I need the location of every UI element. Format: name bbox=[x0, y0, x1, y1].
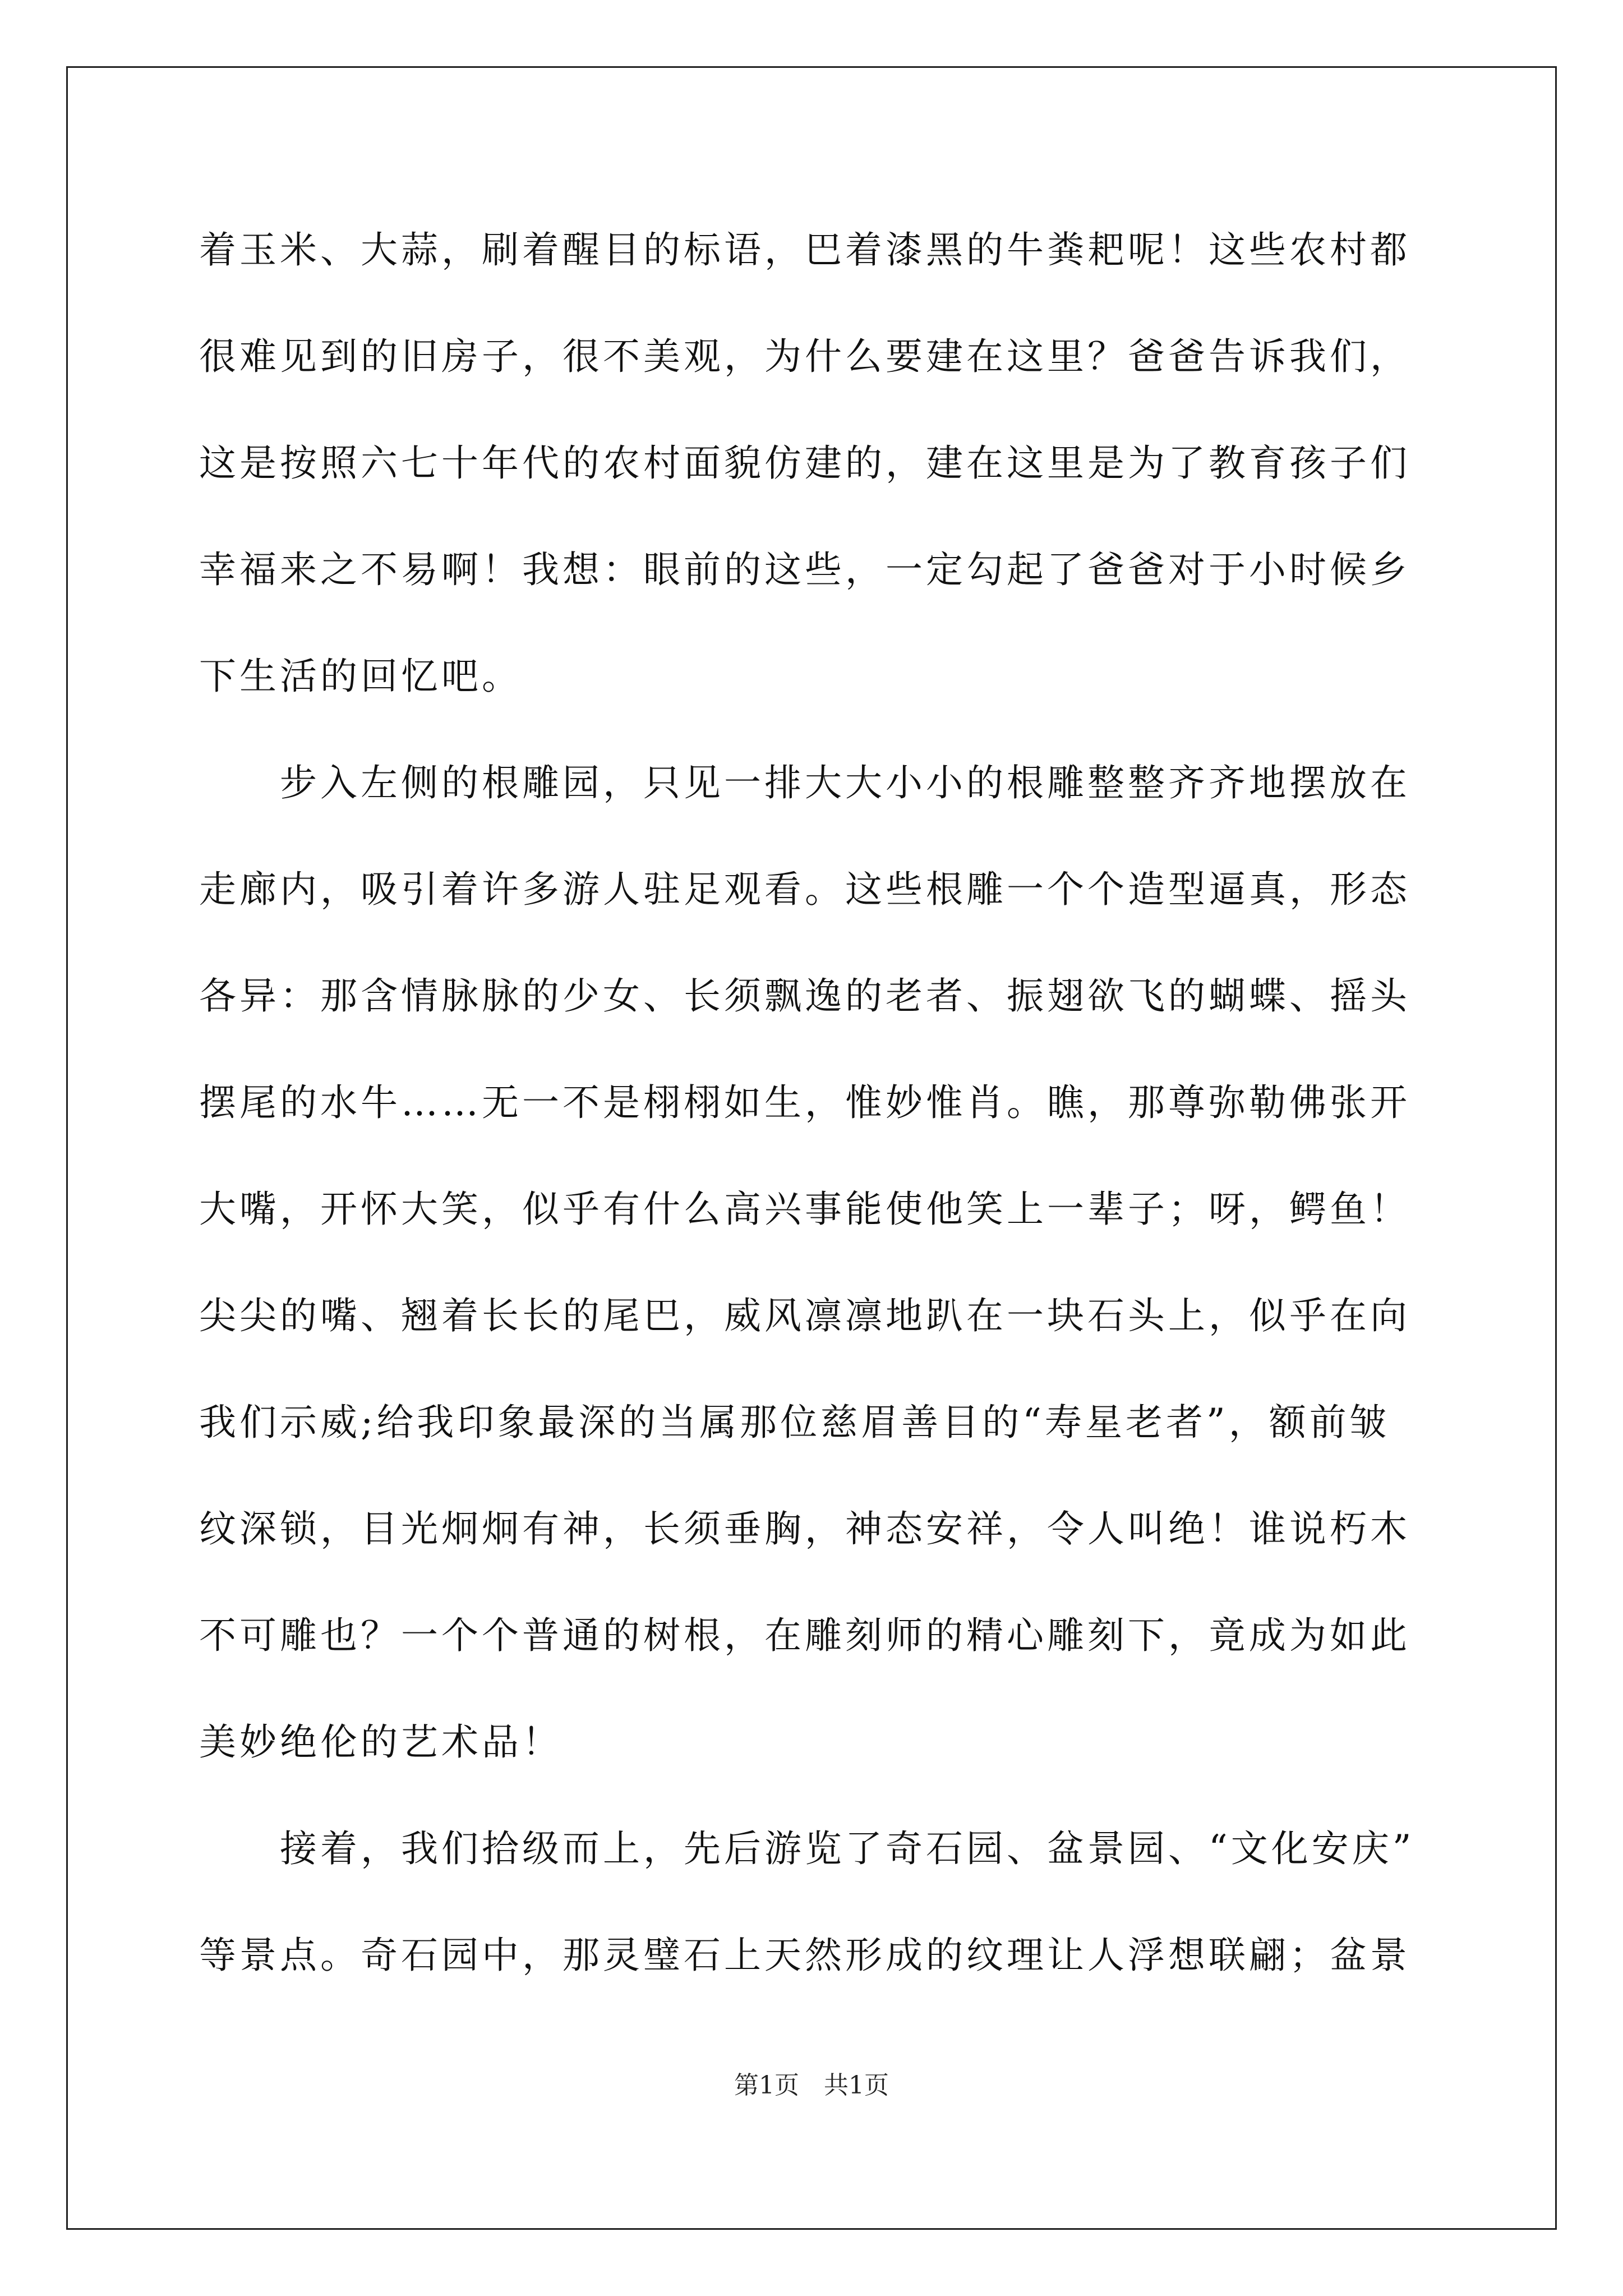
text-line: 这是按照六七十年代的农村面貌仿建的，建在这里是为了教育孩子们 bbox=[199, 441, 1410, 485]
text-line: 步入左侧的根雕园，只见一排大大小小的根雕整整齐齐地摆放在 bbox=[199, 761, 1410, 804]
page-footer: 第1页 共1页 bbox=[734, 2071, 889, 2100]
text-line: 不可雕也？一个个普通的树根，在雕刻师的精心雕刻下，竟成为如此 bbox=[199, 1614, 1410, 1657]
page-border bbox=[66, 66, 1557, 2230]
text-line: 很难见到的旧房子，很不美观，为什么要建在这里？爸爸告诉我们， bbox=[199, 335, 1410, 378]
text-line: 各异：那含情脉脉的少女、长须飘逸的老者、振翅欲飞的蝴蝶、摇头 bbox=[199, 974, 1410, 1018]
text-line: 我们示威;给我印象最深的当属那位慈眉善目的“寿星老者”，额前皱 bbox=[199, 1401, 1390, 1444]
text-line: 纹深锁，目光炯炯有神，长须垂胸，神态安祥，令人叫绝！谁说朽木 bbox=[199, 1507, 1410, 1550]
text-line: 美妙绝伦的艺术品！ bbox=[199, 1720, 562, 1764]
text-line: 走廊内，吸引着许多游人驻足观看。这些根雕一个个造型逼真，形态 bbox=[199, 868, 1410, 911]
text-line: 等景点。奇石园中，那灵璧石上天然形成的纹理让人浮想联翩；盆景 bbox=[199, 1934, 1410, 1977]
text-line: 接着，我们拾级而上，先后游览了奇石园、盆景园、“文化安庆” bbox=[199, 1827, 1415, 1870]
text-line: 着玉米、大蒜，刷着醒目的标语，巴着漆黑的牛粪耙呢！这些农村都 bbox=[199, 228, 1410, 272]
text-line: 下生活的回忆吧。 bbox=[199, 655, 522, 698]
text-line: 摆尾的水牛……无一不是栩栩如生，惟妙惟肖。瞧，那尊弥勒佛张开 bbox=[199, 1081, 1410, 1124]
text-line: 大嘴，开怀大笑，似乎有什么高兴事能使他笑上一辈子；呀，鳄鱼！ bbox=[199, 1188, 1410, 1231]
text-line: 尖尖的嘴、翘着长长的尾巴，威风凛凛地趴在一块石头上，似乎在向 bbox=[199, 1294, 1410, 1337]
text-line: 幸福来之不易啊！我想：眼前的这些，一定勾起了爸爸对于小时候乡 bbox=[199, 548, 1410, 591]
